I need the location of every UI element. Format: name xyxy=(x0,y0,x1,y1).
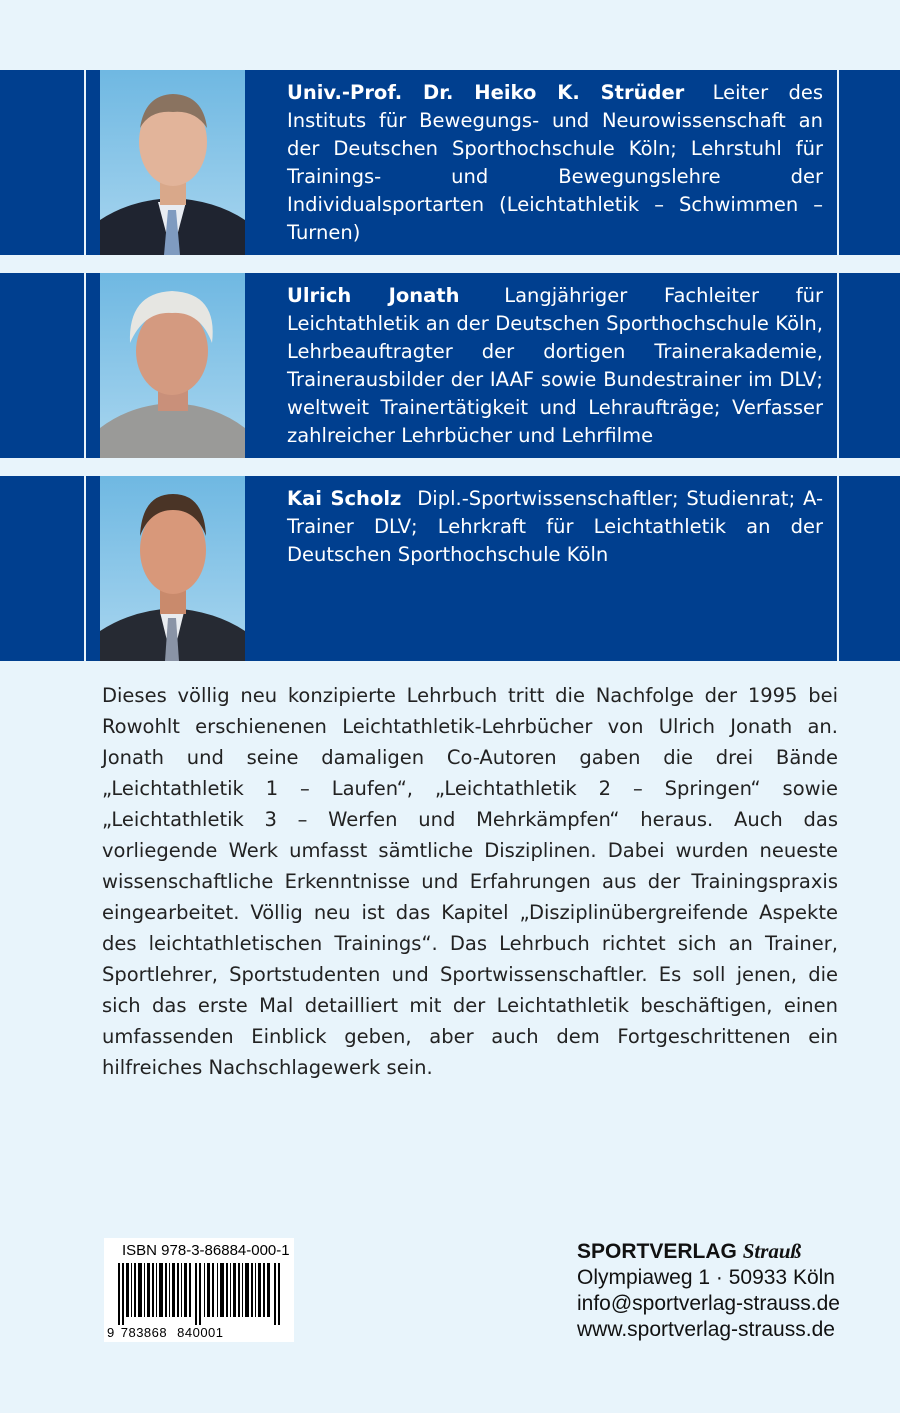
author-band-jonath xyxy=(0,273,900,458)
author-photo-jonath xyxy=(100,273,245,458)
author-band-scholz xyxy=(0,476,900,661)
publisher-website: www.sportverlag-strauss.de xyxy=(577,1318,835,1341)
author-photo-struder xyxy=(100,70,245,255)
author-description: Dipl.-Sportwissenschaftler; Studienrat; A-Trainer DLV; Lehrkraft für Leichtathletik an der Deutschen Sporthochschule Köln xyxy=(287,487,823,566)
author-bio xyxy=(287,282,823,450)
band-stripe xyxy=(84,70,86,255)
publisher-name xyxy=(577,1238,877,1265)
author-bio xyxy=(287,485,823,569)
band-stripe xyxy=(837,273,839,458)
author-description: Langjähriger Fachleiter für Leichtathletik an der Deutschen Sporthochschule Köln, Lehrbeauftragter der dortigen Trainerakademie, Trainerausbilder der IAAF sowie Bundestrainer im DLV; weltweit Trainertätigkeit und Lehraufträge; Verfasser zahlreicher Lehrbücher und Lehrfilme xyxy=(287,284,823,447)
publisher-email: info@sportverlag-strauss.de xyxy=(577,1292,840,1315)
isbn-barcode xyxy=(104,1238,294,1342)
author-name: Univ.-Prof. Dr. Heiko K. Strüder xyxy=(287,81,685,104)
author-name: Kai Scholz xyxy=(287,487,402,510)
band-stripe xyxy=(84,273,86,458)
author-band-struder xyxy=(0,70,900,255)
barcode-digits xyxy=(106,1325,292,1340)
publisher-info xyxy=(577,1238,877,1343)
isbn-label: ISBN 978-3-86884-000-1 xyxy=(122,1242,290,1259)
band-stripe xyxy=(837,70,839,255)
barcode-digit-group: 840001 xyxy=(177,1325,224,1340)
author-photo-scholz xyxy=(100,476,245,661)
author-bio xyxy=(287,79,823,247)
publisher-name-prefix: SPORTVERLAG xyxy=(577,1240,737,1263)
book-blurb: Dieses völlig neu konzipierte Lehrbuch tritt die Nachfolge der 1995 bei Rowohlt erschienenen Leichtathletik-Lehrbücher von Ulrich Jonath an. Jonath und seine damaligen Co-Autoren gaben die drei Bände „Leichtathletik 1 – Laufen“, „Leichtathletik 2 – Springen“ sowie „Leichtathletik 3 – Werfen und Mehrkämpfen“ heraus. Auch das vorliegende Werk umfasst sämtliche Disziplinen. Dabei wurden neueste wissenschaftliche Erkenntnisse und Erfahrungen aus der Trainingspraxis eingearbeitet. Völlig neu ist das Kapitel „Disziplinübergreifende Aspekte des leichtathletischen Trainings“. Das Lehrbuch richtet sich an Trainer, Sportlehrer, Sportstudenten und Sportwissenschaftler. Es soll jenen, die sich das erste Mal detailliert mit der Leichtathletik beschäftigen, einen umfassenden Einblick geben, aber auch dem Fortgeschrittenen ein hilfreiches Nachschlagewerk sein. xyxy=(102,684,838,1079)
publisher-address: Olympiaweg 1 · 50933 Köln xyxy=(577,1266,835,1289)
barcode-digit-first: 9 xyxy=(107,1325,115,1340)
author-name: Ulrich Jonath xyxy=(287,284,460,307)
author-description: Leiter des Instituts für Bewegungs- und Neurowissenschaft an der Deutschen Sporthochschule Köln; Lehrstuhl für Trainings- und Bewegungslehre der Individualsportarten (Leichtathletik – Schwimmen – Turnen) xyxy=(287,81,823,244)
band-stripe xyxy=(837,476,839,661)
band-stripe xyxy=(84,476,86,661)
barcode-digit-group: 783868 xyxy=(120,1325,168,1340)
barcode-bars xyxy=(112,1263,288,1325)
publisher-name-italic: Strauß xyxy=(742,1239,802,1263)
